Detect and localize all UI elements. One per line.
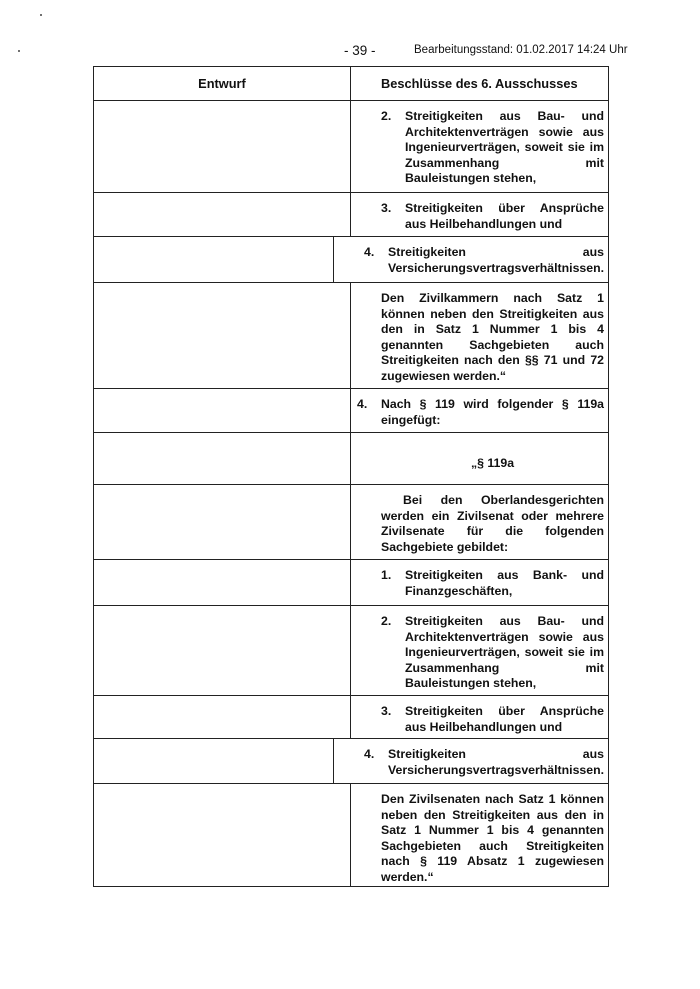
table-cell: [334, 739, 608, 783]
item-number: 3.: [381, 704, 392, 718]
paragraph-text: Den Zivilsenaten nach Satz 1 können neben den Streitigkeiten aus den in Satz 1 Nummer 1 bis 4 genannten Sachgebieten auch Streitigkeiten nach § 119 Absatz 1 zugewiesen werden.“: [381, 792, 604, 884]
item-text: Streitigkeiten aus Versicherungsvertragsverhältnissen.: [388, 245, 605, 275]
table-cell: [351, 389, 608, 432]
item-text: Streitigkeiten über Ansprüche aus Heilbehandlungen und: [405, 201, 604, 231]
item-number: 1.: [381, 568, 392, 582]
item-number: 4.: [357, 397, 368, 411]
table-header-row: [94, 67, 608, 100]
table-cell: [351, 101, 608, 192]
numbered-item: [364, 747, 604, 778]
numbered-item: [381, 614, 604, 692]
numbered-item: [381, 704, 604, 735]
table-cell: [351, 283, 608, 388]
comparison-table: [93, 66, 609, 887]
item-number: 2.: [381, 109, 392, 123]
table-cell: [351, 784, 608, 886]
table-cell: [351, 560, 608, 605]
item-text: Streitigkeiten aus Bau- und Architektenverträgen sowie aus Ingenieurverträgen, soweit sie im Zusammenhang mit Bauleistungen stehen,: [405, 109, 604, 185]
numbered-item: [381, 201, 604, 232]
table-cell: [351, 433, 608, 484]
table-cell: [351, 193, 608, 236]
column-header-entwurf: Entwurf: [94, 67, 351, 100]
item-text: Streitigkeiten aus Bank- und Finanzgeschäften,: [405, 568, 604, 598]
paragraph-text: Den Zivilkammern nach Satz 1 können neben den Streitigkeiten aus den in Satz 1 Nummer 1 bis 4 genannten Sachgebieten auch Streitigkeiten nach den §§ 71 und 72 zugewiesen werden.“: [381, 291, 604, 383]
table-cell: [334, 237, 608, 282]
table-row: [94, 388, 608, 432]
table-row: [94, 484, 608, 559]
table-row: [94, 695, 608, 738]
table-cell: [351, 485, 608, 559]
numbered-item: [381, 568, 604, 599]
item-number: 4.: [364, 245, 375, 259]
table-row: [94, 559, 608, 605]
paragraph-text: Bei den Oberlandesgerichten werden ein Zivilsenat oder mehrere Zivilsenate für die folgenden Sachgebiete gebildet:: [381, 493, 604, 554]
numbered-item: [364, 245, 604, 276]
table-row: [94, 783, 608, 886]
item-text: Streitigkeiten über Ansprüche aus Heilbehandlungen und: [405, 704, 604, 734]
column-header-beschluesse: Beschlüsse des 6. Ausschusses: [381, 76, 578, 91]
item-number: 2.: [381, 614, 392, 628]
table-row: [94, 282, 608, 388]
table-cell: [351, 606, 608, 695]
numbered-item: [381, 109, 604, 187]
item-text: Streitigkeiten aus Bau- und Architektenverträgen sowie aus Ingenieurverträgen, soweit sie im Zusammenhang mit Bauleistungen stehen,: [405, 614, 604, 690]
table-row: [94, 738, 608, 783]
table-row: [94, 192, 608, 236]
item-number: 4.: [364, 747, 375, 761]
edit-status: Bearbeitungsstand: 01.02.2017 14:24 Uhr: [414, 44, 628, 56]
table-row: [94, 100, 608, 192]
scan-speck: [40, 14, 42, 16]
item-text: Streitigkeiten aus Versicherungsvertragsverhältnissen.: [388, 747, 605, 777]
table-row: [94, 236, 608, 282]
section-heading: „§ 119a: [470, 456, 515, 470]
item-number: 3.: [381, 201, 392, 215]
table-row: [94, 605, 608, 695]
page-header: [0, 43, 700, 59]
page-number: - 39 -: [344, 43, 376, 58]
table-row: [94, 432, 608, 484]
table-cell: [351, 696, 608, 738]
paragraph-text: Nach § 119 wird folgender § 119a eingefügt:: [381, 397, 604, 427]
